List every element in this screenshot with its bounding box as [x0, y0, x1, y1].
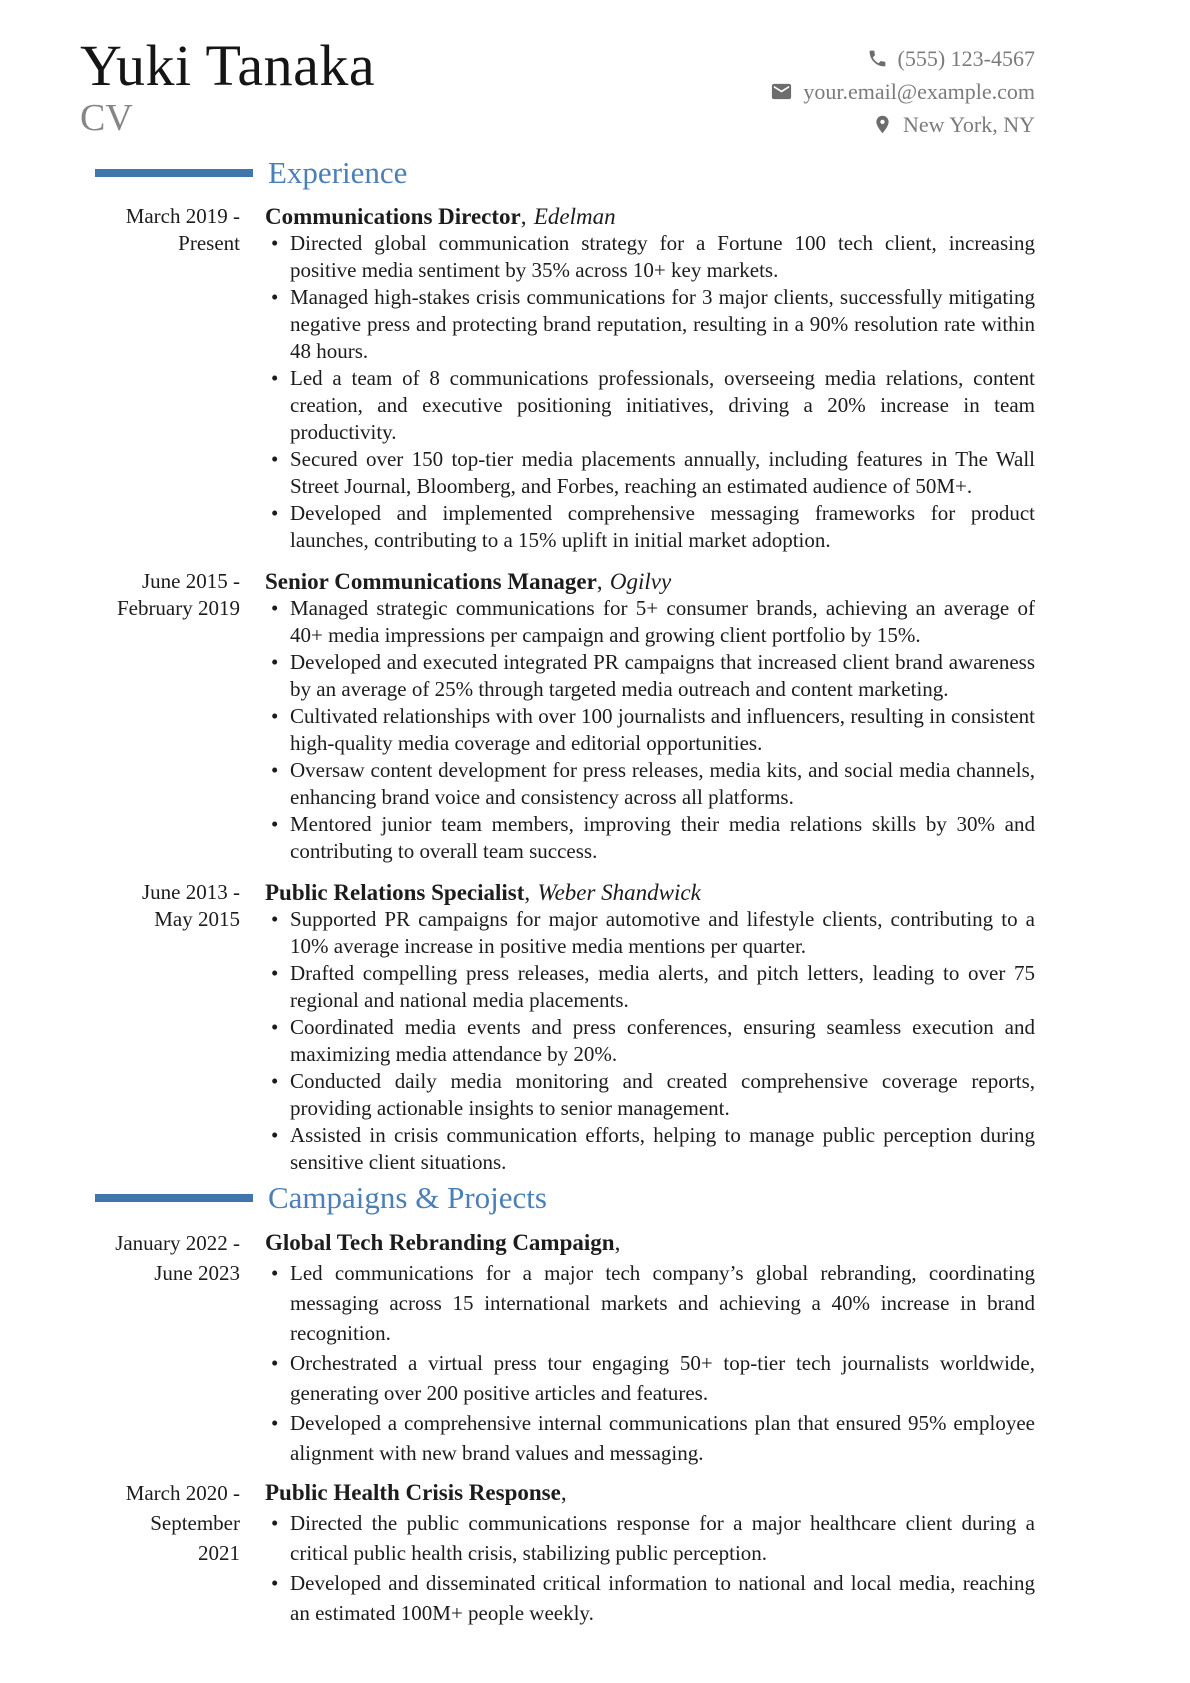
- sections: [80, 153, 1035, 1628]
- cv-entry: [80, 879, 1035, 1176]
- location-text: New York, NY: [902, 112, 1035, 137]
- bullet-item: • Orchestrated a virtual press tour engaging 50+ top-tier tech journalists worldwide, generating over 200 positive articles and features.: [265, 1348, 1035, 1408]
- cv-section: [80, 153, 1035, 1176]
- section-heading: [95, 1178, 1035, 1218]
- entry-title-line: [265, 1478, 1035, 1508]
- entry-company: Edelman: [533, 204, 616, 229]
- bullet-item: • Directed the public communications response for a major healthcare client during a critical public health crisis, stabilizing public perception.: [265, 1508, 1035, 1568]
- bullet-list: [265, 1258, 1035, 1468]
- contact-phone-line: [770, 42, 1035, 75]
- entry-title: Public Health Crisis Response: [265, 1480, 561, 1505]
- bullet-item: • Coordinated media events and press conferences, ensuring seamless execution and maximizing media attendance by 20%.: [265, 1014, 1035, 1068]
- phone-number: (555) 123-4567: [897, 46, 1035, 71]
- entry-dates: June 2015 - February 2019: [116, 569, 240, 620]
- location-pin-icon: [872, 114, 893, 135]
- section-heading: [95, 153, 1035, 193]
- bullet-item: • Led communications for a major tech company’s global rebranding, coordinating messaging across 15 international markets and achieving a 40% increase in brand recognition.: [265, 1258, 1035, 1348]
- email-address: your.email@example.com: [803, 79, 1035, 104]
- entry-body: [265, 1228, 1035, 1468]
- entry-title: Global Tech Rebranding Campaign: [265, 1230, 615, 1255]
- bullet-item: • Oversaw content development for press releases, media kits, and social media channels, enhancing brand voice and consistency across all platforms.: [265, 757, 1035, 811]
- contact-location-line: [770, 108, 1035, 141]
- section-rule-bar: [95, 1194, 253, 1202]
- bullet-list: [265, 230, 1035, 554]
- bullet-item: • Led a team of 8 communications professionals, overseeing media relations, content creation, and executive positioning initiatives, driving a 20% increase in team productivity.: [265, 365, 1035, 446]
- entry-dates: March 2019 - Present: [125, 204, 240, 255]
- entry-company: Weber Shandwick: [537, 880, 701, 905]
- cv-entry: [80, 1478, 1035, 1628]
- entry-title-line: [265, 1228, 1035, 1258]
- cv-subtitle: CV: [80, 96, 133, 139]
- bullet-list: [265, 1508, 1035, 1628]
- bullet-item: • Managed high-stakes crisis communications for 3 major clients, successfully mitigating negative press and protecting brand reputation, resulting in a 90% resolution rate within 48 hours.: [265, 284, 1035, 365]
- bullet-item: • Supported PR campaigns for major automotive and lifestyle clients, contributing to a 10% average increase in positive media mentions per quarter.: [265, 906, 1035, 960]
- bullet-item: • Developed and disseminated critical information to national and local media, reaching an estimated 100M+ people weekly.: [265, 1568, 1035, 1628]
- section-rule-bar: [95, 169, 253, 177]
- bullet-item: • Cultivated relationships with over 100 journalists and influencers, resulting in consistent high-quality media coverage and editorial opportunities.: [265, 703, 1035, 757]
- bullet-item: • Conducted daily media monitoring and created comprehensive coverage reports, providing actionable insights to senior management.: [265, 1068, 1035, 1122]
- title-separator: ,: [614, 1230, 621, 1255]
- bullet-item: • Developed and executed integrated PR campaigns that increased client brand awareness by an average of 25% through targeted media outreach and content marketing.: [265, 649, 1035, 703]
- entry-title: Communications Director: [265, 204, 521, 229]
- bullet-list: [265, 906, 1035, 1176]
- bullet-item: • Developed and implemented comprehensive messaging frameworks for product launches, contributing to a 15% uplift in initial market adoption.: [265, 500, 1035, 554]
- bullet-list: [265, 595, 1035, 865]
- entry-title-line: [265, 568, 1035, 595]
- cv-entry: [80, 568, 1035, 865]
- bullet-item: • Managed strategic communications for 5+ consumer brands, achieving an average of 40+ media impressions per campaign and growing client portfolio by 15%.: [265, 595, 1035, 649]
- entry-title-line: [265, 203, 1035, 230]
- entry-body: [265, 203, 1035, 554]
- phone-icon: [867, 48, 888, 69]
- contact-block: [770, 42, 1035, 141]
- person-name: Yuki Tanaka: [80, 33, 376, 98]
- email-icon: [770, 80, 793, 103]
- title-separator: ,: [520, 204, 527, 229]
- cv-entry: [80, 1228, 1035, 1468]
- bullet-item: • Developed a comprehensive internal communications plan that ensured 95% employee alignment with new brand values and messaging.: [265, 1408, 1035, 1468]
- cv-section: [80, 1178, 1035, 1628]
- contact-email-line: [770, 75, 1035, 108]
- title-separator: ,: [560, 1480, 567, 1505]
- identity-block: [80, 33, 376, 139]
- title-separator: ,: [524, 880, 531, 905]
- entry-title-line: [265, 879, 1035, 906]
- entry-company: Ogilvy: [609, 569, 672, 594]
- bullet-item: • Directed global communication strategy for a Fortune 100 tech client, increasing positive media sentiment by 35% across 10+ key markets.: [265, 230, 1035, 284]
- entry-dates: June 2013 - May 2015: [142, 880, 240, 931]
- title-separator: ,: [596, 569, 603, 594]
- section-title: Campaigns & Projects: [268, 1180, 547, 1215]
- entry-body: [265, 1478, 1035, 1628]
- entry-dates: January 2022 - June 2023: [115, 1231, 240, 1285]
- bullet-item: • Mentored junior team members, improving their media relations skills by 30% and contributing to overall team success.: [265, 811, 1035, 865]
- entry-body: [265, 568, 1035, 865]
- bullet-item: • Secured over 150 top-tier media placements annually, including features in The Wall Street Journal, Bloomberg, and Forbes, reaching an estimated audience of 50M+.: [265, 446, 1035, 500]
- section-entries: [80, 1228, 1035, 1628]
- section-title: Experience: [268, 155, 408, 190]
- cv-entry: [80, 203, 1035, 554]
- entry-title: Senior Communications Manager: [265, 569, 597, 594]
- entry-title: Public Relations Specialist: [265, 880, 525, 905]
- section-entries: [80, 203, 1035, 1176]
- entry-dates: March 2020 - September 2021: [125, 1481, 240, 1565]
- bullet-item: • Assisted in crisis communication efforts, helping to manage public perception during sensitive client situations.: [265, 1122, 1035, 1176]
- bullet-item: • Drafted compelling press releases, media alerts, and pitch letters, leading to over 75 regional and national media placements.: [265, 960, 1035, 1014]
- entry-body: [265, 879, 1035, 1176]
- cv-header: [80, 33, 1035, 141]
